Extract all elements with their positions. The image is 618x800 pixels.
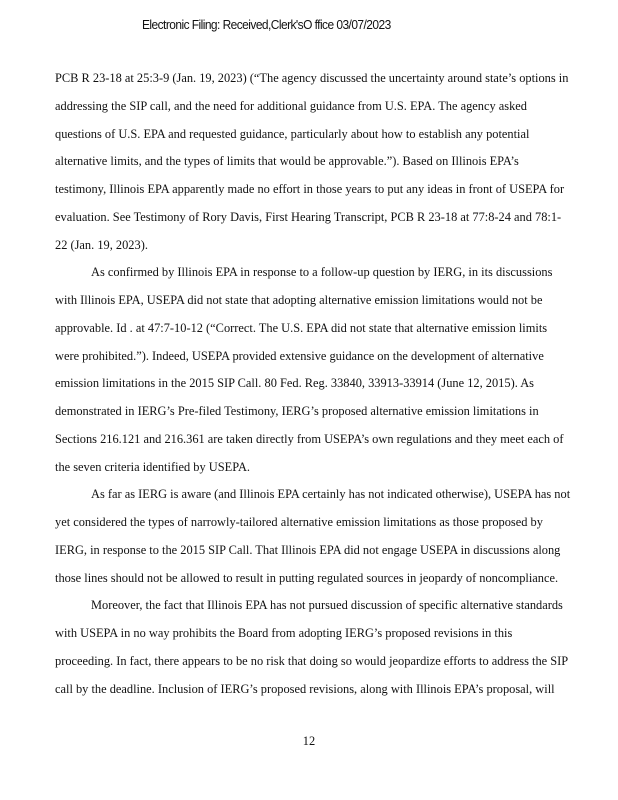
text-line: addressing the SIP call, and the need for additional guidance from U.S. EPA. The agency asked (55, 98, 527, 113)
text-line: approvable. Id . at 47:7-10-12 (“Correct. The U.S. EPA did not state that alternative emission limits (55, 320, 548, 335)
text-line: As confirmed by Illinois EPA in response to a follow-up question by IERG, in its discussions (91, 265, 553, 280)
text-line: questions of U.S. EPA and requested guidance, particularly about how to establish any potential (55, 126, 530, 141)
text-line: evaluation. See Testimony of Rory Davis, First Hearing Transcript, PCB R 23-18 at 77:8-24 and 78:1- (55, 209, 562, 224)
text-line: call by the deadline. Inclusion of IERG’s proposed revisions, along with Illinois EPA’s proposal, will (55, 681, 555, 696)
page-number: 12 (302, 734, 316, 748)
text-line: the seven criteria identified by USEPA. (55, 459, 250, 474)
text-line: yet considered the types of narrowly-tailored alternative emission limitations as those proposed by (55, 515, 543, 529)
text-line: Sections 216.121 and 216.361 are taken directly from USEPA’s own regulations and they meet each of (55, 431, 564, 446)
text-line: IERG, in response to the 2015 SIP Call. That Illinois EPA did not engage USEPA in discussions along (55, 542, 561, 557)
text-line: emission limitations in the 2015 SIP Call. 80 Fed. Reg. 33840, 33913-33914 (June 12, 2015). As (55, 376, 534, 391)
text-line: with Illinois EPA, USEPA did not state that adopting alternative emission limitations would not be (55, 293, 543, 307)
filing-stamp-header: Electronic Filing: Received,Clerk'sO ffice 03/07/2023 (142, 17, 391, 32)
text-line: testimony, Illinois EPA apparently made no effort in those years to put any ideas in front of USEPA for (55, 182, 565, 196)
text-line: those lines should not be allowed to result in putting regulated sources in jeopardy of noncompliance. (55, 570, 559, 585)
document-body (55, 70, 575, 708)
text-line: As far as IERG is aware (and Illinois EPA certainly has not indicated otherwise), USEPA has not (91, 487, 571, 502)
text-line: PCB R 23-18 at 25:3-9 (Jan. 19, 2023) (“The agency discussed the uncertainty around state’s options in (55, 71, 569, 85)
text-line: demonstrated in IERG’s Pre-filed Testimony, IERG’s proposed alternative emission limitations in (55, 404, 539, 418)
text-line: 22 (Jan. 19, 2023). (55, 237, 148, 252)
text-line: Moreover, the fact that Illinois EPA has not pursued discussion of specific alternative standards (91, 598, 563, 613)
text-line: proceeding. In fact, there appears to be no risk that doing so would jeopardize efforts to address the SIP (55, 653, 569, 668)
text-line: with USEPA in no way prohibits the Board from adopting IERG’s proposed revisions in this (55, 626, 513, 640)
text-line: were prohibited.”). Indeed, USEPA provided extensive guidance on the development of alternative (55, 348, 544, 363)
text-line: alternative limits, and the types of limits that would be approvable.”). Based on Illinois EPA’s (55, 154, 519, 169)
